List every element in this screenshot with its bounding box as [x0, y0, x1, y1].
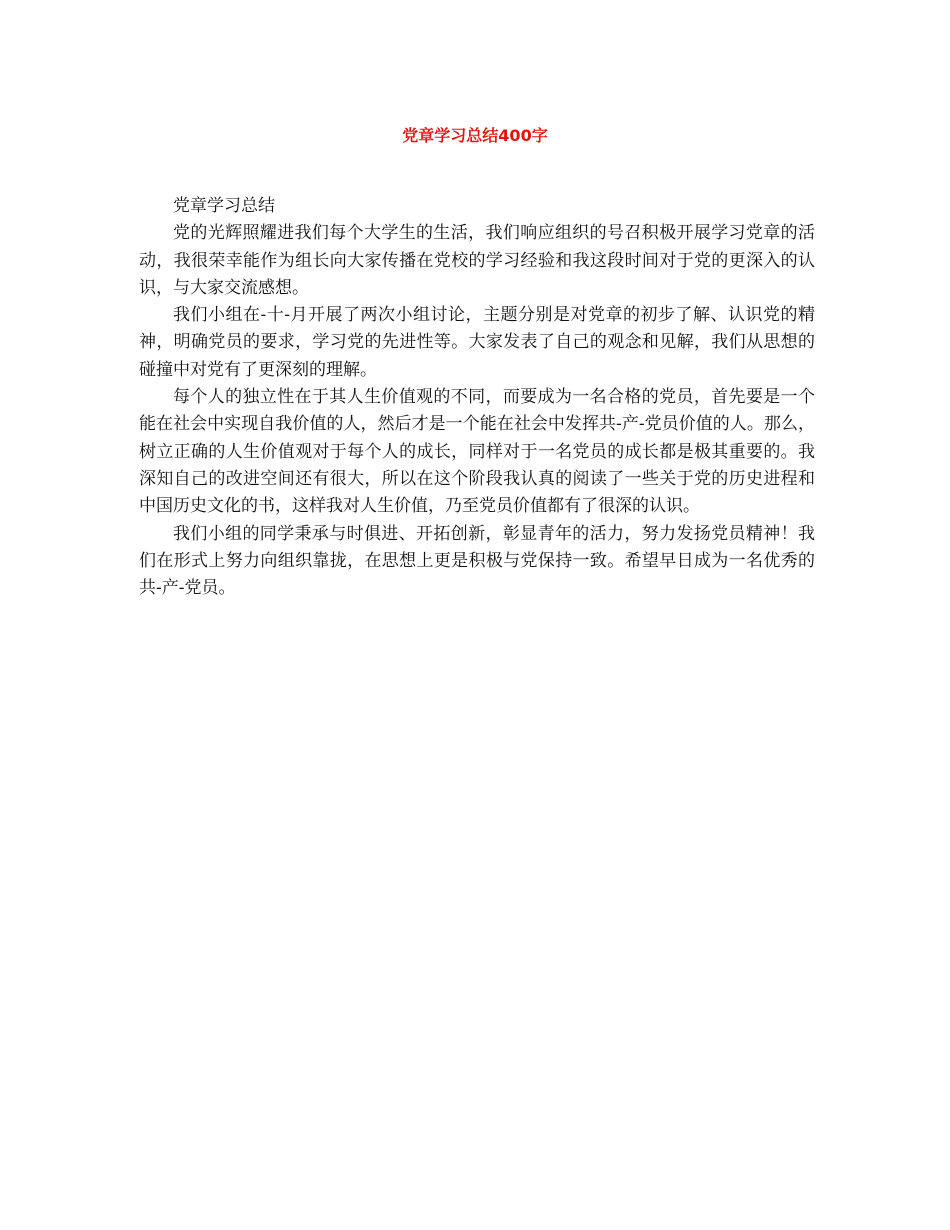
document-title: 党章学习总结400字 [402, 126, 548, 145]
section-heading: 党章学习总结 [173, 196, 275, 216]
paragraph-2: 我们小组在-十-月开展了两次小组讨论，主题分别是对党章的初步了解、认识党的精神，明确党员的要求，学习党的先进性等。大家发表了自己的观念和见解，我们从思想的碰撞中对党有了更深刻的理解。 [139, 305, 815, 380]
document-body [139, 193, 815, 602]
paragraph-4: 我们小组的同学秉承与时俱进、开拓创新，彰显青年的活力，努力发扬党员精神！我们在形式上努力向组织靠拢，在思想上更是积极与党保持一致。希望早日成为一名优秀的共-产-党员。 [139, 523, 815, 599]
paragraph-3: 每个人的独立性在于其人生价值观的不同，而要成为一名合格的党员，首先要是一个能在社会中实现自我价值的人，然后才是一个能在社会中发挥共-产-党员价值的人。那么，树立正确的人生价值观对于每个人的成长，同样对于一名党员的成长都是极其重要的。我深知自己的改进空间还有很大，所以在这个阶段我认真的阅读了一些关于党的历史进程和中国历史文化的书，这样我对人生价值，乃至党员价值都有了很深的认识。 [139, 387, 815, 517]
paragraph-1: 党的光辉照耀进我们每个大学生的生活，我们响应组织的号召积极开展学习党章的活动，我很荣幸能作为组长向大家传播在党校的学习经验和我这段时间对于党的更深入的认识，与大家交流感想。 [139, 223, 815, 298]
